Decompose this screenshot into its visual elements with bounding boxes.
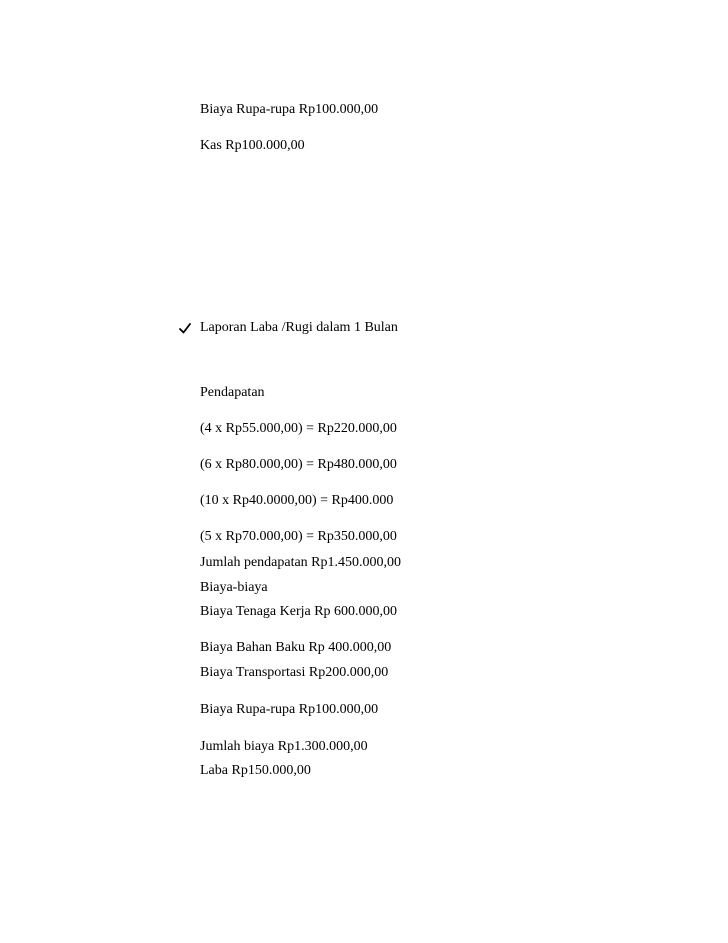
income-item: (4 x Rp55.000,00) = Rp220.000,00 xyxy=(200,421,397,436)
entry-biaya-rupa-rupa: Biaya Rupa-rupa Rp100.000,00 xyxy=(200,102,379,117)
expense-item: Biaya Bahan Baku Rp 400.000,00 xyxy=(200,640,392,655)
checkmark-icon xyxy=(178,320,192,336)
income-item: (10 x Rp40.0000,00) = Rp400.000 xyxy=(200,493,394,508)
income-heading: Pendapatan xyxy=(200,385,265,400)
profit-line: Laba Rp150.000,00 xyxy=(200,763,311,778)
expenses-total: Jumlah biaya Rp1.300.000,00 xyxy=(200,739,368,754)
section-title: Laporan Laba /Rugi dalam 1 Bulan xyxy=(200,320,398,335)
expense-item: Biaya Rupa-rupa Rp100.000,00 xyxy=(200,702,379,717)
income-total: Jumlah pendapatan Rp1.450.000,00 xyxy=(200,555,402,570)
income-item: (5 x Rp70.000,00) = Rp350.000,00 xyxy=(200,529,397,544)
expense-item: Biaya Tenaga Kerja Rp 600.000,00 xyxy=(200,604,398,619)
entry-kas: Kas Rp100.000,00 xyxy=(200,138,305,153)
expenses-heading: Biaya-biaya xyxy=(200,580,268,595)
income-item: (6 x Rp80.000,00) = Rp480.000,00 xyxy=(200,457,397,472)
expense-item: Biaya Transportasi Rp200.000,00 xyxy=(200,665,389,680)
